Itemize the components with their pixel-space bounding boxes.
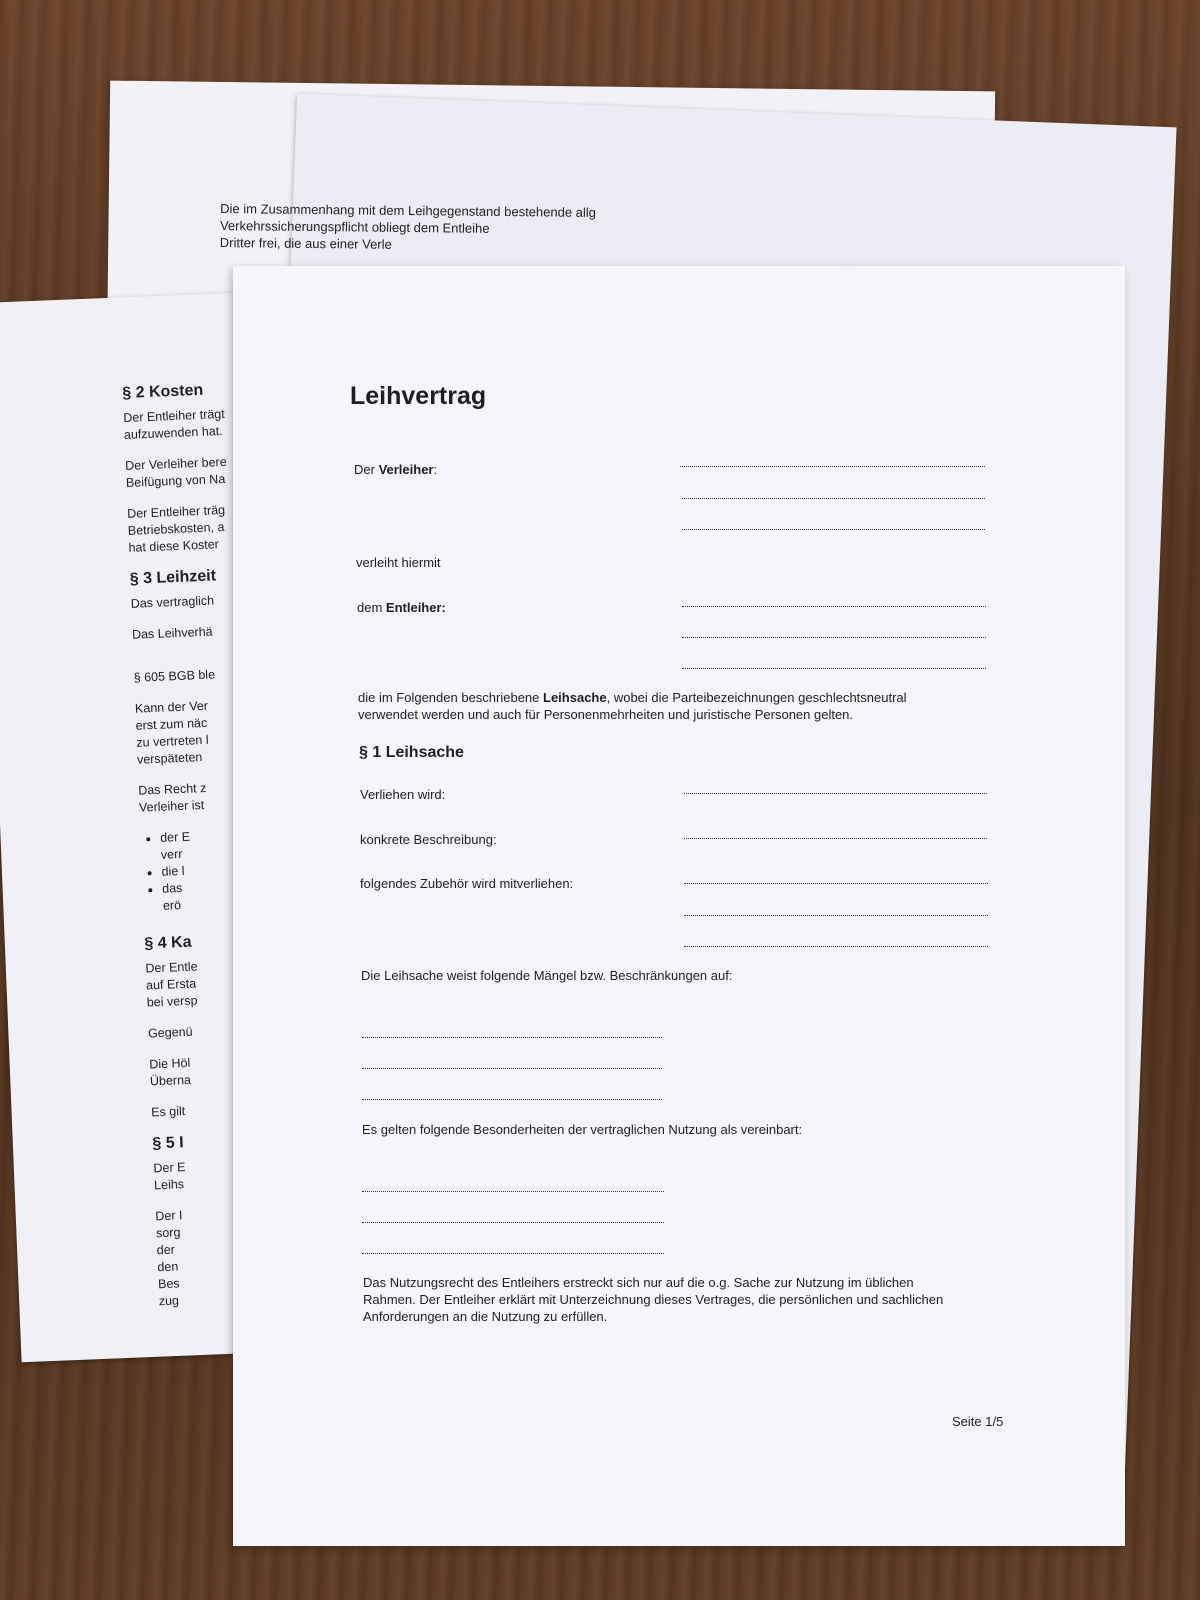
maengel-line-2[interactable]	[362, 1068, 662, 1069]
verleiher-label: Der Verleiher:	[354, 462, 438, 477]
verliehen-line[interactable]	[684, 793, 987, 794]
heading-kaution: § 4 Ka	[144, 933, 192, 953]
list-item: • das erö	[162, 877, 253, 915]
beschreibung-label: konkrete Beschreibung:	[360, 832, 497, 847]
front-page	[233, 266, 1125, 1546]
maengel-label: Die Leihsache weist folgende Mängel bzw. Beschränkungen auf:	[361, 968, 733, 983]
back-para: Es gilt	[150, 1104, 186, 1120]
section-1-heading: § 1 Leihsache	[359, 744, 464, 761]
verliehen-label: Verliehen wird:	[360, 787, 446, 802]
zubehoer-line-3[interactable]	[684, 946, 988, 947]
back-para: Der I sorg der den Bes zug	[155, 1208, 183, 1309]
back-para: Das vertraglich	[130, 593, 215, 611]
besonderheiten-line-1[interactable]	[362, 1191, 664, 1192]
back-para: Das Leihverhä	[131, 624, 213, 642]
zubehoer-line-1[interactable]	[684, 883, 988, 884]
back-top-line-3: Dritter frei, die aus einer Verle	[219, 235, 392, 252]
back-para: Gegenü	[147, 1024, 193, 1041]
zubehoer-label: folgendes Zubehör wird mitverliehen:	[360, 876, 574, 891]
back-top-line-2: Verkehrssicherungspflicht obliegt dem Entleihe	[219, 218, 490, 236]
entleiher-line-1[interactable]	[682, 606, 986, 607]
entleiher-line-2[interactable]	[682, 637, 986, 638]
back-page-top-text	[220, 200, 596, 255]
back-top-line-1: Die im Zusammenhang mit dem Leihgegenstand bestehende allg	[220, 201, 597, 220]
page-title: Leihvertrag	[350, 382, 487, 410]
entleiher-label: dem Entleiher:	[357, 600, 446, 615]
back-para: Kann der Ver erst zum näc zu vertreten l verspäteten	[134, 698, 209, 767]
verleiher-line-2[interactable]	[682, 498, 985, 499]
beschreibung-line[interactable]	[684, 838, 987, 839]
besonderheiten-line-3[interactable]	[362, 1253, 664, 1254]
list-item: • die l	[161, 860, 252, 881]
back-para: § 605 BGB ble	[133, 667, 216, 685]
besonderheiten-label: Es gelten folgende Besonderheiten der vertraglichen Nutzung als vereinbart:	[362, 1122, 803, 1137]
page-number: Seite 1/5	[952, 1414, 1004, 1429]
verleiht-text: verleiht hiermit	[356, 555, 441, 570]
back-para: Das Recht z Verleiher ist	[138, 780, 207, 815]
back-para: Der Entle auf Ersta bei versp	[145, 959, 198, 1010]
verleiher-line-1[interactable]	[680, 466, 985, 467]
back-para: Der Entleiher trägt aufzuwenden hat.	[123, 406, 225, 442]
back-para: Der Verleiher bere Beifügung von Na	[124, 454, 227, 490]
maengel-line-3[interactable]	[362, 1099, 662, 1100]
heading-leihzeit: § 3 Leihzeit	[129, 567, 217, 588]
zubehoer-line-2[interactable]	[684, 915, 988, 916]
besonderheiten-line-2[interactable]	[362, 1222, 664, 1223]
heading-section-5: § 5 I	[152, 1134, 184, 1153]
entleiher-line-3[interactable]	[682, 668, 986, 669]
back-para: Der Entleiher träg Betriebskosten, a hat diese Koster	[126, 502, 226, 555]
intro-paragraph: die im Folgenden beschriebene Leihsache, wobei die Parteibezeichnungen geschlechtsneutral verwendet werden und auch für Personenmehrheiten und juristische Personen gelten.	[358, 690, 907, 722]
back-para: Der E Leihs	[153, 1160, 186, 1193]
list-item: • der E verr	[160, 826, 251, 864]
back-para: Die Höl Überna	[149, 1055, 192, 1089]
maengel-line-1[interactable]	[362, 1037, 662, 1038]
verleiher-line-3[interactable]	[682, 529, 985, 530]
nutzung-paragraph: Das Nutzungsrecht des Entleihers erstreckt sich nur auf die o.g. Sache zur Nutzung im üblichen Rahmen. Der Entleiher erklärt mit Unterzeichnung dieses Vertrages, die persönlichen und sachlichen Anforderungen an die Nutzung zu erfüllen.	[363, 1275, 944, 1324]
heading-kosten: § 2 Kosten	[122, 381, 204, 402]
